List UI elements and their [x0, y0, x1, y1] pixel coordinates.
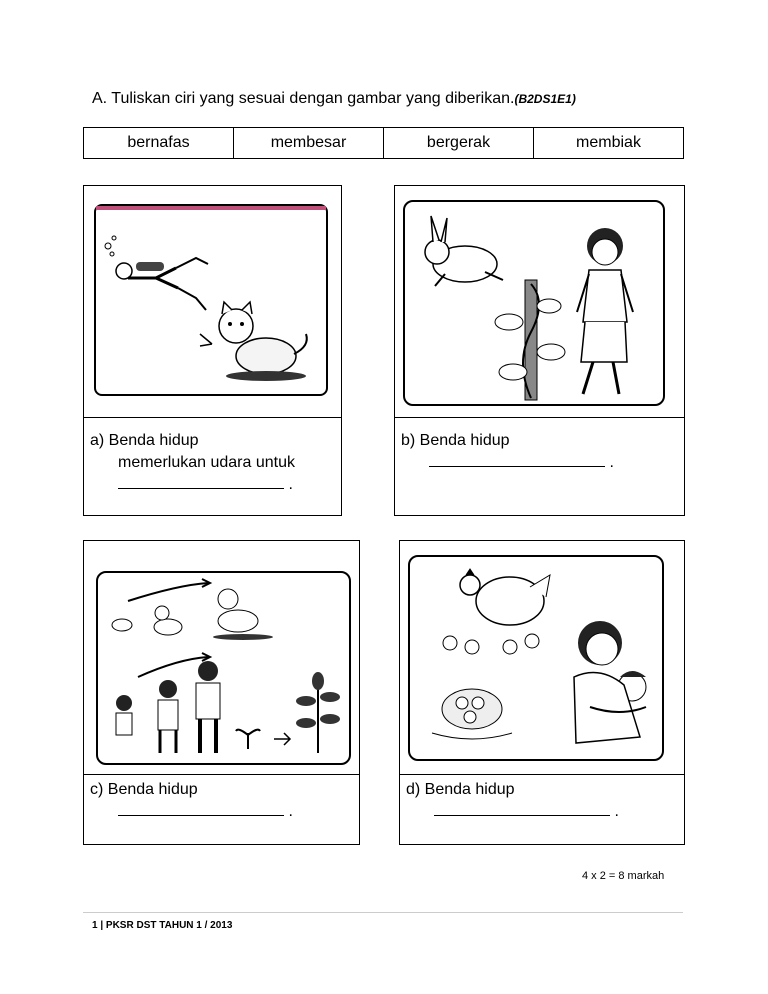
question-label-d: d) Benda hidup — [406, 781, 515, 798]
question-label-c: c) Benda hidup — [90, 781, 198, 798]
standard-code: (B2DS1E1) — [514, 92, 576, 106]
picture-frame-d — [408, 555, 664, 761]
question-label-b: b) Benda hidup — [401, 432, 510, 449]
growth-illustration — [98, 573, 349, 763]
instruction — [92, 90, 576, 108]
footer-divider — [83, 912, 683, 913]
period: . — [288, 803, 293, 820]
question-label-a: a) Benda hidup — [90, 432, 199, 449]
answer-blank-c[interactable] — [118, 801, 284, 816]
picture-frame-a — [94, 204, 328, 396]
question-line-a: memerlukan udara untuk — [118, 454, 295, 471]
answer-blank-a[interactable] — [118, 474, 284, 489]
question-box-d — [399, 540, 685, 845]
word-bank-item: bergerak — [384, 128, 534, 158]
period: . — [614, 803, 619, 820]
word-bank-item: membiak — [576, 134, 641, 151]
page-footer: 1 | PKSR DST TAHUN 1 / 2013 — [92, 920, 233, 931]
period: . — [609, 454, 614, 471]
word-bank — [83, 127, 684, 159]
picture-frame-b — [403, 200, 665, 406]
word-bank-item: bernafas — [84, 128, 234, 158]
rabbit-plant-girl-illustration — [405, 202, 663, 404]
period: . — [288, 476, 293, 493]
question-box-c — [83, 540, 360, 845]
word-bank-item: membesar — [234, 128, 384, 158]
diver-and-cat-illustration — [96, 206, 326, 394]
marks-allocation: 4 x 2 = 8 markah — [582, 870, 665, 882]
hen-chicks-mother-baby-illustration — [410, 557, 662, 759]
instruction-text: A. Tuliskan ciri yang sesuai dengan gambar yang diberikan. — [92, 90, 515, 107]
question-box-a — [83, 185, 342, 516]
picture-frame-c — [96, 571, 351, 765]
answer-blank-d[interactable] — [434, 801, 610, 816]
answer-blank-b[interactable] — [429, 452, 605, 467]
question-box-b — [394, 185, 685, 516]
